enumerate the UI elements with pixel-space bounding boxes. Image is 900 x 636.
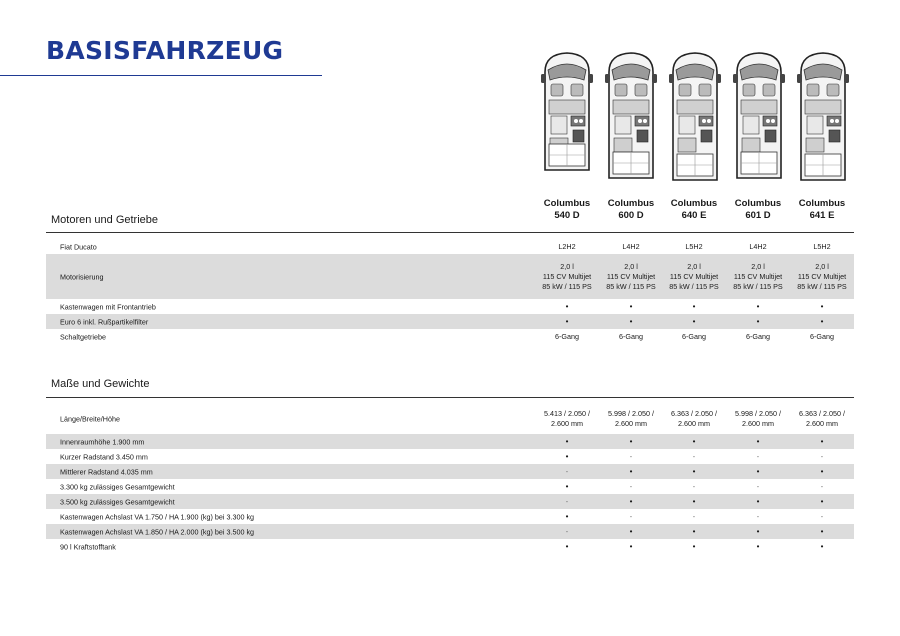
- model-name-line1: Columbus: [798, 198, 846, 209]
- table-cell: -: [820, 451, 824, 461]
- table-cell: -: [756, 511, 760, 521]
- table-cell: L4H2: [749, 241, 767, 251]
- model-name-line2: 540 D: [554, 210, 580, 221]
- table-cell: •: [629, 301, 633, 311]
- cell-line: 5.998 / 2.050 /: [608, 409, 654, 418]
- model-name-line2: 600 D: [618, 210, 644, 221]
- table-cell: -: [565, 466, 569, 476]
- table-cell: [662, 409, 726, 429]
- row-label: Mittlerer Radstand 4.035 mm: [60, 467, 153, 476]
- floor-plan-image: [603, 50, 659, 182]
- table-row: [46, 494, 854, 509]
- table-cell: [662, 262, 726, 292]
- floor-plan-image: [731, 50, 787, 182]
- section-divider: [46, 397, 854, 398]
- model-name-line1: Columbus: [543, 198, 591, 209]
- table-row: [46, 479, 854, 494]
- model-name-line2: 641 E: [809, 210, 835, 221]
- table-cell: -: [629, 451, 633, 461]
- section-divider: [46, 232, 854, 233]
- table-cell: -: [756, 481, 760, 491]
- page-title: BASISFAHRZEUG: [46, 36, 284, 65]
- table-cell: •: [756, 526, 760, 536]
- table-cell: L4H2: [622, 241, 640, 251]
- table-cell: [599, 409, 663, 429]
- section-title: Motoren und Getriebe: [51, 214, 159, 226]
- cell-line: 2.600 mm: [742, 419, 774, 428]
- table-row: [46, 449, 854, 464]
- model-name-line1: Columbus: [734, 198, 782, 209]
- table-cell: -: [692, 451, 696, 461]
- cell-line: 115 CV Multijet: [542, 271, 592, 281]
- cell-line: 85 kW / 115 PS: [733, 281, 783, 291]
- table-cell: •: [820, 496, 824, 506]
- table-cell: •: [820, 541, 824, 551]
- table-cell: -: [820, 511, 824, 521]
- model-column-header: [790, 198, 854, 222]
- van-floor-plan-illustration: [603, 50, 659, 182]
- table-cell: •: [756, 316, 760, 326]
- table-row: [46, 434, 854, 449]
- cell-line: 5.998 / 2.050 /: [735, 409, 781, 418]
- section-title: Maße und Gewichte: [51, 378, 150, 390]
- table-cell: •: [629, 496, 633, 506]
- table-cell: •: [756, 436, 760, 446]
- table-cell: •: [565, 301, 569, 311]
- table-cell: •: [756, 541, 760, 551]
- van-floor-plan-illustration: [667, 50, 723, 182]
- floor-plan-image: [539, 50, 595, 182]
- table-cell: [726, 262, 790, 292]
- model-name-line2: 640 E: [681, 210, 707, 221]
- table-cell: •: [565, 511, 569, 521]
- floor-plan-image: [667, 50, 723, 182]
- row-label: Kurzer Radstand 3.450 mm: [60, 452, 148, 461]
- table-cell: [726, 409, 790, 429]
- row-label: Kastenwagen Achslast VA 1.750 / HA 1.900 (kg) bei 3.300 kg: [60, 512, 255, 521]
- table-row: [46, 524, 854, 539]
- table-cell: 6-Gang: [746, 332, 770, 341]
- cell-line: 85 kW / 115 PS: [797, 281, 847, 291]
- row-label: Motorisierung: [60, 272, 104, 281]
- row-label: Euro 6 inkl. Rußpartikelfilter: [60, 317, 149, 326]
- table-cell: L5H2: [813, 241, 831, 251]
- cell-line: 115 CV Multijet: [797, 271, 847, 281]
- cell-line: 115 CV Multijet: [669, 271, 719, 281]
- table-row: [46, 539, 854, 554]
- row-label: Kastenwagen mit Frontantrieb: [60, 302, 156, 311]
- row-label: Kastenwagen Achslast VA 1.850 / HA 2.000 (kg) bei 3.500 kg: [60, 527, 255, 536]
- table-cell: [599, 262, 663, 292]
- table-cell: •: [820, 466, 824, 476]
- floor-plan-gallery: [0, 50, 900, 185]
- table-cell: [535, 409, 599, 429]
- model-column-header: [726, 198, 790, 222]
- table-cell: •: [565, 451, 569, 461]
- table-cell: •: [692, 541, 696, 551]
- model-column-header: [535, 198, 599, 222]
- table-row: [46, 329, 854, 345]
- cell-line: 85 kW / 115 PS: [606, 281, 656, 291]
- row-label: 3.300 kg zulässiges Gesamtgewicht: [60, 482, 175, 491]
- table-row: [46, 239, 854, 254]
- table-cell: [790, 409, 854, 429]
- table-cell: -: [756, 451, 760, 461]
- cell-line: 2,0 l: [751, 261, 765, 271]
- table-cell: •: [756, 466, 760, 476]
- table-cell: •: [692, 316, 696, 326]
- table-row: [46, 299, 854, 314]
- table-row: [46, 254, 854, 299]
- table-cell: •: [692, 436, 696, 446]
- table-cell: -: [629, 481, 633, 491]
- table-cell: -: [692, 481, 696, 491]
- table-row: [46, 404, 854, 434]
- table-cell: •: [692, 526, 696, 536]
- row-label: 3.500 kg zulässiges Gesamtgewicht: [60, 497, 175, 506]
- table-cell: •: [629, 541, 633, 551]
- van-floor-plan-illustration: [795, 50, 851, 182]
- model-column-header: [662, 198, 726, 222]
- cell-line: 6.363 / 2.050 /: [799, 409, 845, 418]
- table-cell: •: [756, 496, 760, 506]
- table-cell: •: [629, 526, 633, 536]
- table-cell: •: [692, 301, 696, 311]
- row-label: 90 l Kraftstofftank: [60, 542, 116, 551]
- table-cell: L5H2: [685, 241, 703, 251]
- table-cell: •: [692, 466, 696, 476]
- table-cell: L2H2: [558, 241, 576, 251]
- cell-line: 85 kW / 115 PS: [669, 281, 719, 291]
- row-label: Länge/Breite/Höhe: [60, 414, 120, 424]
- cell-line: 2.600 mm: [806, 419, 838, 428]
- cell-line: 85 kW / 115 PS: [542, 281, 592, 291]
- model-name-line1: Columbus: [607, 198, 655, 209]
- model-name-line1: Columbus: [670, 198, 718, 209]
- table-cell: •: [820, 301, 824, 311]
- table-cell: •: [820, 436, 824, 446]
- cell-line: 5.413 / 2.050 /: [544, 409, 590, 418]
- table-row: [46, 509, 854, 524]
- table-cell: •: [756, 301, 760, 311]
- cell-line: 6.363 / 2.050 /: [671, 409, 717, 418]
- row-label: Innenraumhöhe 1.900 mm: [60, 437, 145, 446]
- table-cell: [790, 262, 854, 292]
- cell-line: 2.600 mm: [551, 419, 583, 428]
- model-column-header: [599, 198, 663, 222]
- table-cell: •: [565, 436, 569, 446]
- cell-line: 2,0 l: [687, 261, 701, 271]
- row-label: Schaltgetriebe: [60, 332, 106, 342]
- table-cell: 6-Gang: [619, 332, 643, 341]
- table-cell: 6-Gang: [810, 332, 834, 341]
- cell-line: 2,0 l: [624, 261, 638, 271]
- table-cell: 6-Gang: [682, 332, 706, 341]
- table-cell: •: [629, 316, 633, 326]
- table-cell: 6-Gang: [555, 332, 579, 341]
- cell-line: 2,0 l: [815, 261, 829, 271]
- table-cell: -: [692, 511, 696, 521]
- van-floor-plan-illustration: [539, 50, 595, 182]
- table-cell: -: [820, 481, 824, 491]
- table-cell: [535, 262, 599, 292]
- table-cell: •: [820, 316, 824, 326]
- row-label: Fiat Ducato: [60, 242, 97, 251]
- table-cell: -: [629, 511, 633, 521]
- cell-line: 2.600 mm: [615, 419, 647, 428]
- cell-line: 2,0 l: [560, 261, 574, 271]
- cell-line: 115 CV Multijet: [606, 271, 656, 281]
- van-floor-plan-illustration: [731, 50, 787, 182]
- table-cell: •: [565, 481, 569, 491]
- floor-plan-image: [795, 50, 851, 182]
- table-cell: •: [629, 466, 633, 476]
- table-cell: -: [565, 496, 569, 506]
- cell-line: 2.600 mm: [678, 419, 710, 428]
- table-cell: •: [565, 541, 569, 551]
- table-cell: •: [820, 526, 824, 536]
- table-row: [46, 464, 854, 479]
- table-cell: •: [629, 436, 633, 446]
- table-row: [46, 314, 854, 329]
- model-name-line2: 601 D: [745, 210, 771, 221]
- cell-line: 115 CV Multijet: [733, 271, 783, 281]
- table-cell: •: [692, 496, 696, 506]
- table-cell: •: [565, 316, 569, 326]
- table-cell: -: [565, 526, 569, 536]
